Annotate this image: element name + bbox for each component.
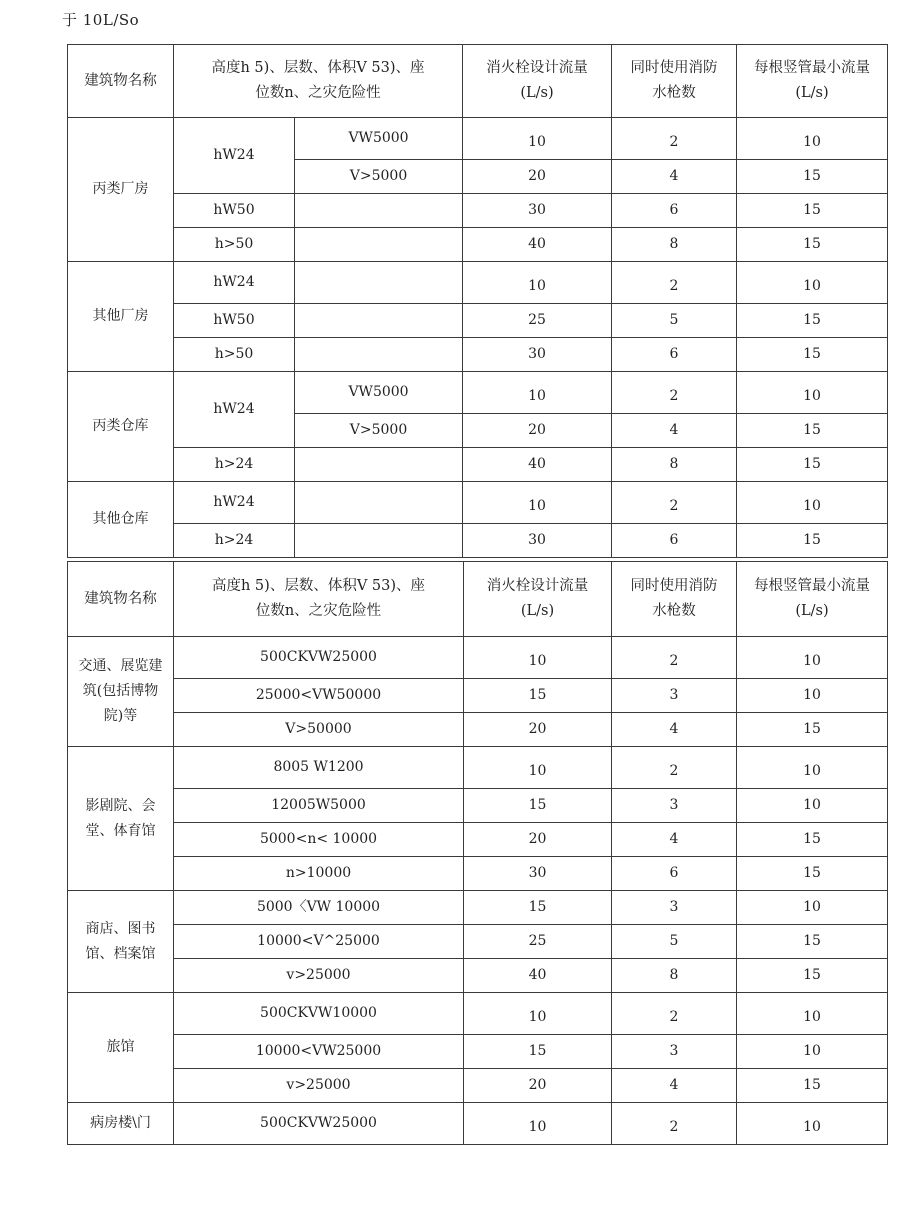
design-flow-cell: 20 <box>464 713 612 747</box>
design-flow-cell: 30 <box>463 338 612 372</box>
design-flow-cell: 15 <box>464 789 612 823</box>
guns-cell: 2 <box>612 118 737 160</box>
riser-flow-cell: 10 <box>737 1103 888 1145</box>
design-flow-cell: 20 <box>463 414 612 448</box>
guns-cell: 3 <box>612 789 737 823</box>
riser-flow-cell: 10 <box>737 993 888 1035</box>
table-row <box>68 747 888 789</box>
guns-cell: 2 <box>612 993 737 1035</box>
riser-flow-cell: 15 <box>737 524 888 558</box>
header-building-name: 建筑物名称 <box>68 562 174 637</box>
design-flow-cell: 20 <box>464 1069 612 1103</box>
guns-cell: 8 <box>612 448 737 482</box>
guns-cell: 3 <box>612 1035 737 1069</box>
table-row <box>68 228 888 262</box>
table-row <box>68 925 888 959</box>
building-name-cell: 商店、图书馆、档案馆 <box>68 891 174 993</box>
criteria-cell: 12005W5000 <box>174 789 464 823</box>
design-flow-cell: 10 <box>464 747 612 789</box>
guns-cell: 2 <box>612 262 737 304</box>
guns-cell: 6 <box>612 524 737 558</box>
building-name-cell: 丙类厂房 <box>68 118 174 262</box>
design-flow-cell: 15 <box>464 679 612 713</box>
table-header-row <box>68 45 888 118</box>
design-flow-cell: 25 <box>463 304 612 338</box>
riser-flow-cell: 10 <box>737 262 888 304</box>
height-cell: hW24 <box>174 372 295 448</box>
design-flow-cell: 10 <box>464 637 612 679</box>
guns-cell: 6 <box>612 338 737 372</box>
riser-flow-cell: 15 <box>737 448 888 482</box>
table-row <box>68 679 888 713</box>
criteria-cell: 25000<VW50000 <box>174 679 464 713</box>
criteria-cell: v>25000 <box>174 1069 464 1103</box>
table-row <box>68 789 888 823</box>
design-flow-cell: 30 <box>463 194 612 228</box>
height-cell: h>24 <box>174 524 295 558</box>
criteria-cell: 8005 W1200 <box>174 747 464 789</box>
riser-flow-cell: 15 <box>737 414 888 448</box>
riser-flow-cell: 10 <box>737 118 888 160</box>
table-row <box>68 959 888 993</box>
height-cell: hW24 <box>174 482 295 524</box>
guns-cell: 8 <box>612 959 737 993</box>
volume-cell <box>295 482 463 524</box>
design-flow-cell: 25 <box>464 925 612 959</box>
building-name-cell: 旅馆 <box>68 993 174 1103</box>
table-row <box>68 338 888 372</box>
table-row <box>68 713 888 747</box>
volume-cell <box>295 448 463 482</box>
criteria-cell: 10000<VW25000 <box>174 1035 464 1069</box>
design-flow-cell: 10 <box>463 118 612 160</box>
table-row <box>68 637 888 679</box>
criteria-cell: v>25000 <box>174 959 464 993</box>
guns-cell: 4 <box>612 713 737 747</box>
design-flow-cell: 30 <box>463 524 612 558</box>
guns-cell: 5 <box>612 925 737 959</box>
guns-cell: 4 <box>612 414 737 448</box>
height-cell: h>50 <box>174 338 295 372</box>
header-criteria: 高度h 5)、层数、体积V 53)、座位数n、之灾危险性 <box>174 45 463 118</box>
riser-flow-cell: 10 <box>737 1035 888 1069</box>
table-row <box>68 993 888 1035</box>
criteria-cell: 500CKVW10000 <box>174 993 464 1035</box>
criteria-cell: 10000<V^25000 <box>174 925 464 959</box>
riser-flow-cell: 15 <box>737 713 888 747</box>
design-flow-cell: 30 <box>464 857 612 891</box>
riser-flow-cell: 15 <box>737 823 888 857</box>
building-name-cell: 其他厂房 <box>68 262 174 372</box>
volume-cell <box>295 524 463 558</box>
table-row <box>68 118 888 160</box>
guns-cell: 6 <box>612 194 737 228</box>
volume-cell <box>295 338 463 372</box>
header-design-flow: 消火栓设计流量 (L/s) <box>463 45 612 118</box>
riser-flow-cell: 10 <box>737 789 888 823</box>
guns-cell: 4 <box>612 1069 737 1103</box>
guns-cell: 2 <box>612 637 737 679</box>
fire-flow-table-industrial <box>67 44 888 558</box>
riser-flow-cell: 15 <box>737 304 888 338</box>
guns-cell: 4 <box>612 823 737 857</box>
building-name-cell: 交通、展览建筑(包括博物院)等 <box>68 637 174 747</box>
building-name-cell: 其他仓库 <box>68 482 174 558</box>
header-criteria: 高度h 5)、层数、体积V 53)、座位数n、之灾危险性 <box>174 562 464 637</box>
guns-cell: 4 <box>612 160 737 194</box>
criteria-cell: n>10000 <box>174 857 464 891</box>
header-simultaneous-guns: 同时使用消防水枪数 <box>612 562 737 637</box>
guns-cell: 3 <box>612 891 737 925</box>
design-flow-cell: 40 <box>464 959 612 993</box>
riser-flow-cell: 15 <box>737 194 888 228</box>
riser-flow-cell: 15 <box>737 925 888 959</box>
table-row <box>68 1069 888 1103</box>
height-cell: hW24 <box>174 118 295 194</box>
riser-flow-cell: 15 <box>737 857 888 891</box>
table-row <box>68 372 888 414</box>
height-cell: h>24 <box>174 448 295 482</box>
design-flow-cell: 40 <box>463 228 612 262</box>
building-name-cell: 病房楼\门 <box>68 1103 174 1145</box>
design-flow-cell: 40 <box>463 448 612 482</box>
building-name-cell: 丙类仓库 <box>68 372 174 482</box>
height-cell: h>50 <box>174 228 295 262</box>
guns-cell: 8 <box>612 228 737 262</box>
design-flow-cell: 20 <box>464 823 612 857</box>
table-row <box>68 891 888 925</box>
riser-flow-cell: 10 <box>737 891 888 925</box>
riser-flow-cell: 15 <box>737 1069 888 1103</box>
riser-flow-cell: 10 <box>737 372 888 414</box>
table-row <box>68 194 888 228</box>
guns-cell: 2 <box>612 1103 737 1145</box>
fire-flow-table-public <box>67 561 888 1145</box>
guns-cell: 3 <box>612 679 737 713</box>
criteria-cell: 500CKVW25000 <box>174 1103 464 1145</box>
guns-cell: 2 <box>612 482 737 524</box>
header-min-riser-flow: 每根竖管最小流量 (L/s) <box>737 45 888 118</box>
design-flow-cell: 10 <box>464 1103 612 1145</box>
volume-cell <box>295 228 463 262</box>
design-flow-cell: 10 <box>463 262 612 304</box>
table-row <box>68 448 888 482</box>
design-flow-cell: 15 <box>464 891 612 925</box>
riser-flow-cell: 15 <box>737 338 888 372</box>
guns-cell: 2 <box>612 747 737 789</box>
table-row <box>68 524 888 558</box>
building-name-cell: 影剧院、会堂、体育馆 <box>68 747 174 891</box>
design-flow-cell: 15 <box>464 1035 612 1069</box>
guns-cell: 6 <box>612 857 737 891</box>
header-design-flow: 消火栓设计流量 (L/s) <box>464 562 612 637</box>
riser-flow-cell: 10 <box>737 679 888 713</box>
guns-cell: 2 <box>612 372 737 414</box>
table-row <box>68 1035 888 1069</box>
riser-flow-cell: 10 <box>737 747 888 789</box>
table-row <box>68 304 888 338</box>
criteria-cell: 500CKVW25000 <box>174 637 464 679</box>
volume-cell: VW5000 <box>295 118 463 160</box>
design-flow-cell: 10 <box>463 372 612 414</box>
guns-cell: 5 <box>612 304 737 338</box>
table-row <box>68 262 888 304</box>
riser-flow-cell: 15 <box>737 959 888 993</box>
design-flow-cell: 10 <box>463 482 612 524</box>
intro-text: 于 10L/So <box>62 11 140 29</box>
volume-cell: V>5000 <box>295 414 463 448</box>
riser-flow-cell: 10 <box>737 482 888 524</box>
volume-cell <box>295 262 463 304</box>
height-cell: hW24 <box>174 262 295 304</box>
riser-flow-cell: 15 <box>737 160 888 194</box>
table-row <box>68 823 888 857</box>
volume-cell: V>5000 <box>295 160 463 194</box>
header-min-riser-flow: 每根竖管最小流量 (L/s) <box>737 562 888 637</box>
design-flow-cell: 20 <box>463 160 612 194</box>
table-header-row <box>68 562 888 637</box>
design-flow-cell: 10 <box>464 993 612 1035</box>
table-row <box>68 857 888 891</box>
volume-cell <box>295 304 463 338</box>
riser-flow-cell: 10 <box>737 637 888 679</box>
criteria-cell: 5000<n< 10000 <box>174 823 464 857</box>
height-cell: hW50 <box>174 194 295 228</box>
volume-cell: VW5000 <box>295 372 463 414</box>
header-simultaneous-guns: 同时使用消防水枪数 <box>612 45 737 118</box>
header-building-name: 建筑物名称 <box>68 45 174 118</box>
table-row <box>68 482 888 524</box>
volume-cell <box>295 194 463 228</box>
criteria-cell: 5000〈VW 10000 <box>174 891 464 925</box>
table-row <box>68 1103 888 1145</box>
riser-flow-cell: 15 <box>737 228 888 262</box>
criteria-cell: V>50000 <box>174 713 464 747</box>
height-cell: hW50 <box>174 304 295 338</box>
